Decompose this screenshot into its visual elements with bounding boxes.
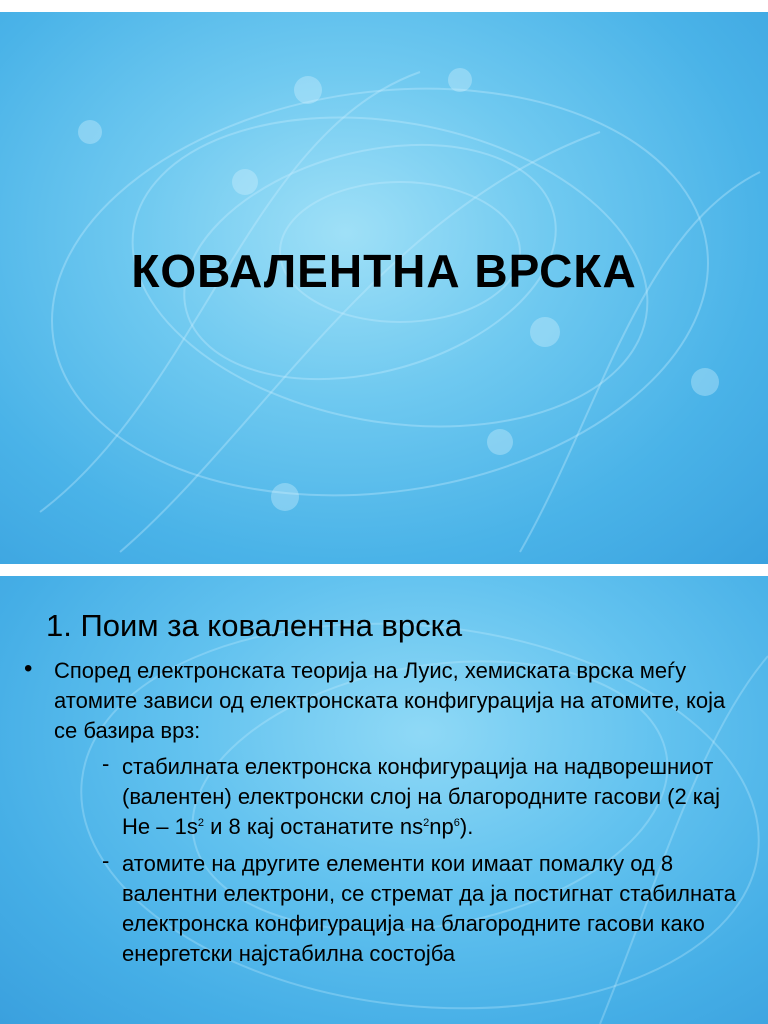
dash-marker: - (102, 751, 110, 776)
sub-item-noble-gas-configuration (96, 752, 736, 842)
sub1-superscript-1: 2 (197, 817, 204, 829)
sub1-superscript-2: 2 (423, 817, 430, 829)
sub-list (96, 752, 736, 976)
bullet-text: Според електронската теорија на Луис, хемиската врска меѓу атомите зависи од електронската конфигурација на атомите, која се базира врз: (54, 658, 726, 743)
sub-item-other-elements (96, 849, 736, 969)
dash-marker: - (102, 848, 110, 873)
sub1-text-part2: и 8 кај останатите ns (203, 814, 424, 839)
sub1-text-part1: стабилната електронска конфигурација на надворешниот (валентен) електронски слој на благородните гасови (2 кај Не – 1s (122, 754, 721, 839)
sub1-text-part4: ). (459, 814, 474, 839)
title-slide (0, 12, 768, 564)
sub2-text: атомите на другите елементи кои имаат помалку од 8 валентни електрони, се стремат да ја постигнат стабилната електронска конфигурација на благородните гасови како енергетски најстабилна состојба (122, 851, 736, 966)
sub1-superscript-3: 6 (453, 817, 460, 829)
slide-title: КОВАЛЕНТНА ВРСКА (131, 245, 637, 297)
content-slide (0, 576, 768, 1024)
bullet-marker: • (24, 655, 33, 682)
slide-heading: 1. Поим за ковалентна врска (46, 608, 463, 643)
bullet-item (24, 656, 744, 746)
sub1-text-part3: np (429, 814, 454, 839)
